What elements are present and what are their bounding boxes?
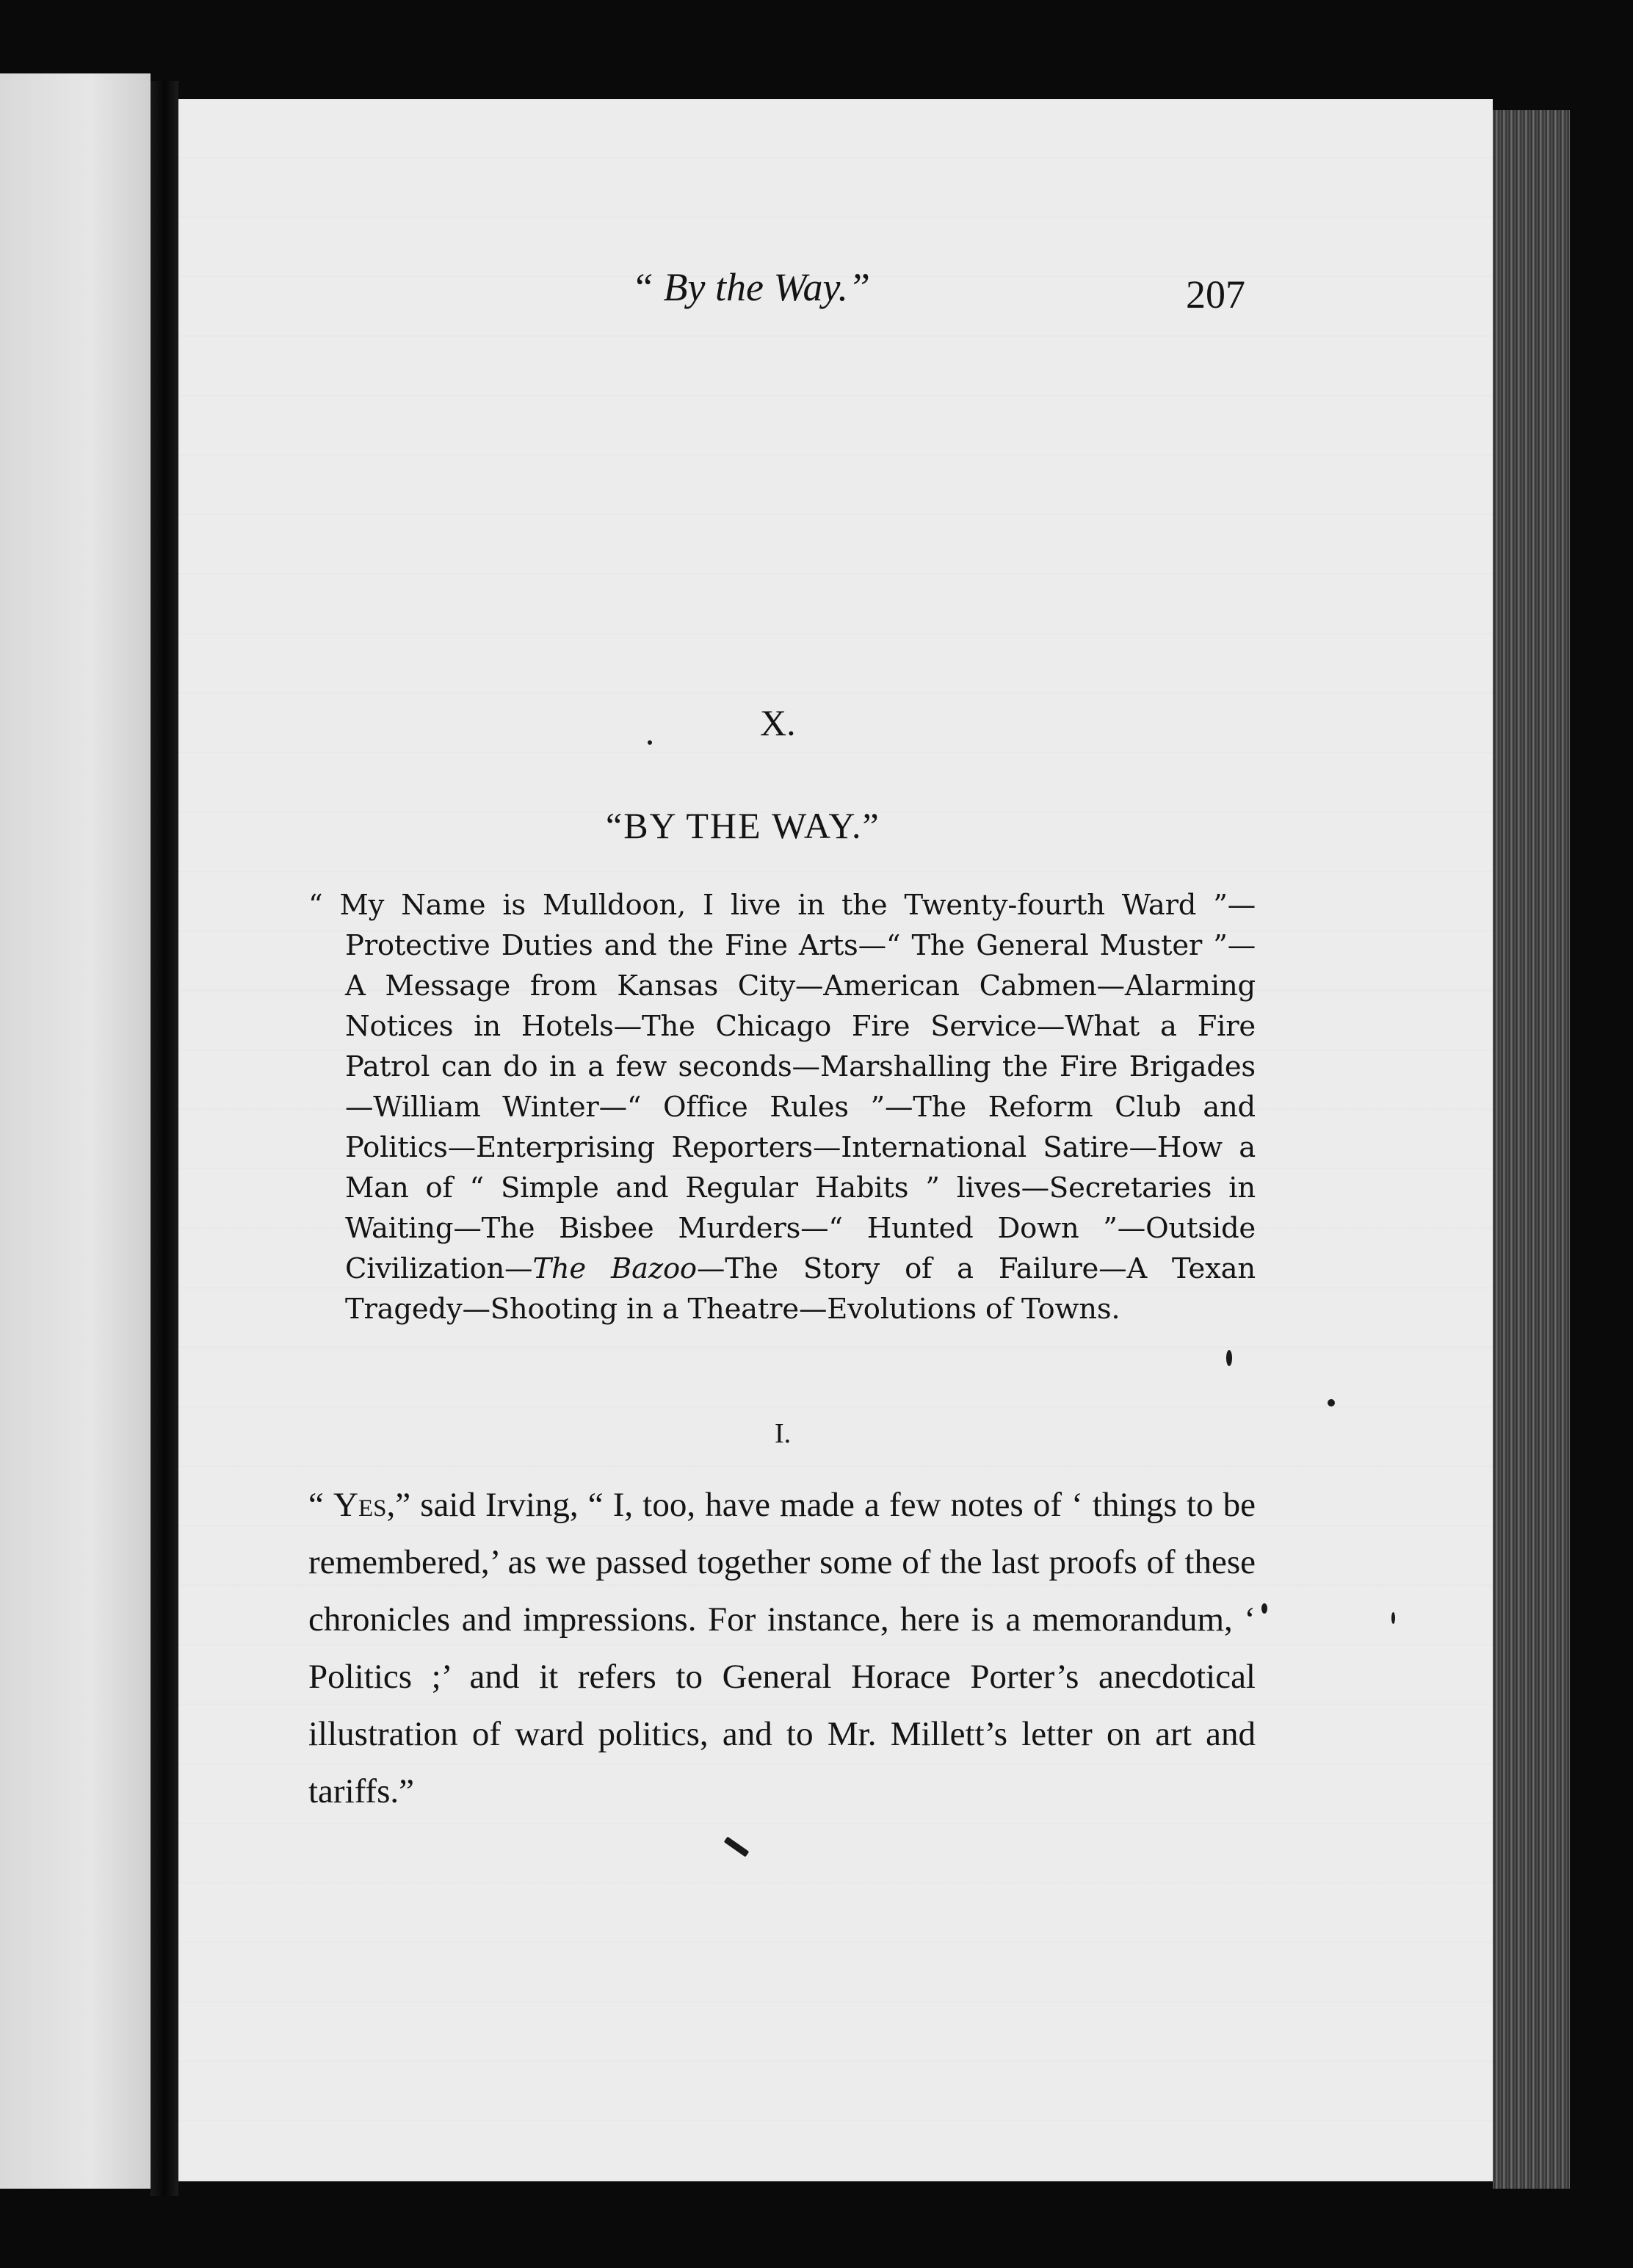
section-number: I.	[775, 1418, 792, 1449]
scan-speck	[1226, 1350, 1232, 1366]
chapter-title: “BY THE WAY.”	[606, 805, 880, 846]
facing-page-edge	[0, 73, 151, 2189]
synopsis-italic: The Bazoo	[532, 1252, 697, 1285]
synopsis-text-end: —The Story of a Failure—A Texan Tragedy—Shooting in a Theatre—Evolutions of Towns.	[345, 1252, 1256, 1326]
scan-speck	[1328, 1399, 1335, 1406]
page-number: 207	[1186, 272, 1245, 317]
body-paragraph	[308, 1476, 1256, 1820]
running-head: “ By the Way.”	[631, 265, 871, 309]
paragraph	[308, 1476, 1256, 1820]
book-gutter	[151, 81, 178, 2196]
chapter-synopsis	[308, 885, 1256, 1329]
open-quote: “	[308, 1486, 333, 1524]
first-word: Yes,	[333, 1486, 396, 1524]
scan-speck	[1261, 1603, 1267, 1614]
synopsis-text: “ My Name is Mulldoon, I live in the Twenty-fourth Ward ”—Protective Duties and the Fine Arts—“ The General Muster ”—A Message from Kansas City—American Cabmen—Alarming Notices in Hotels—The Chicago Fire Service—What a Fire Patrol can do in a few seconds—Marshalling the Fire Brigades—William Winter—“ Office Rules ”—The Reform Club and Politics—Enterprising Reporters—International Satire—How a Man of “ Simple and Regular Habits ” lives—Secretaries in Waiting—The Bisbee Murders—“ Hunted Down ”—Outside Civilization—	[308, 889, 1256, 1285]
paragraph-text: ” said Irving, “ I, too, have made a few notes of ‘ things to be remembered,’ as we passed together some of the last proofs of these chronicles and impressions. For instance, here is a memorandum, ‘ Politics ;’ and it refers to General Horace Porter’s anecdotical illustration of ward politics, and to Mr. Millett’s letter on art and tariffs.”	[308, 1486, 1256, 1810]
scan-speck	[1391, 1612, 1395, 1624]
scan-speck	[648, 740, 652, 745]
page-stack-edge	[1493, 110, 1570, 2189]
chapter-number: X.	[760, 702, 796, 743]
